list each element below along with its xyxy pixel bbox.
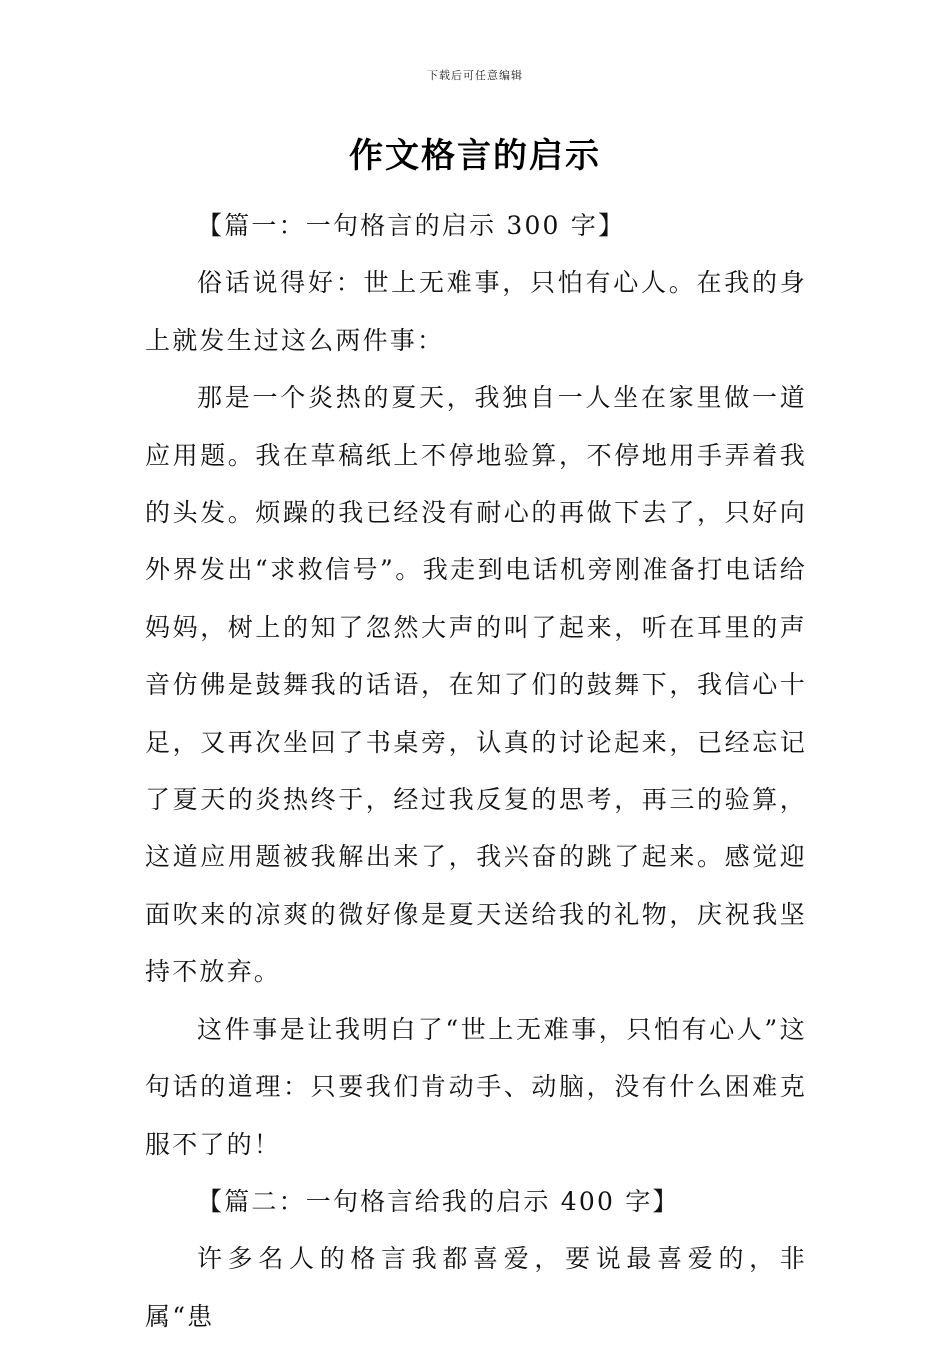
paragraph: 这件事是让我明白了“世上无难事，只怕有心人”这句话的道理：只要我们肯动手、动脑，没有什么困难克服不了的！ — [145, 1014, 807, 1159]
section-heading-1: 【篇一：一句格言的启示 300 字】 — [197, 211, 626, 240]
section-heading-2: 【篇二：一句格言给我的启示 400 字】 — [197, 1186, 680, 1216]
paragraph: 俗话说得好：世上无难事，只怕有心人。在我的身上就发生过这么两件事： — [145, 268, 807, 355]
paragraph: 许多名人的格言我都喜爱，要说最喜爱的，非属“患 — [145, 1244, 807, 1331]
document-title: 作文格言的启示 — [349, 136, 601, 176]
document-body — [145, 197, 807, 1345]
header-note: 下载后可任意编辑 — [427, 69, 523, 82]
paragraph: 那是一个炎热的夏天，我独自一人坐在家里做一道应用题。我在草稿纸上不停地验算，不停地用手弄着我的头发。烦躁的我已经没有耐心的再做下去了，只好向外界发出“求救信号”。我走到电话机旁刚准备打电话给妈妈，树上的知了忽然大声的叫了起来，听在耳里的声音仿佛是鼓舞我的话语，在知了们的鼓舞下，我信心十足，又再次坐回了书桌旁，认真的讨论起来，已经忘记了夏天的炎热终于，经过我反复的思考，再三的验算，这道应用题被我解出来了，我兴奋的跳了起来。感觉迎面吹来的凉爽的微好像是夏天送给我的礼物，庆祝我坚持不放弃。 — [145, 383, 807, 987]
